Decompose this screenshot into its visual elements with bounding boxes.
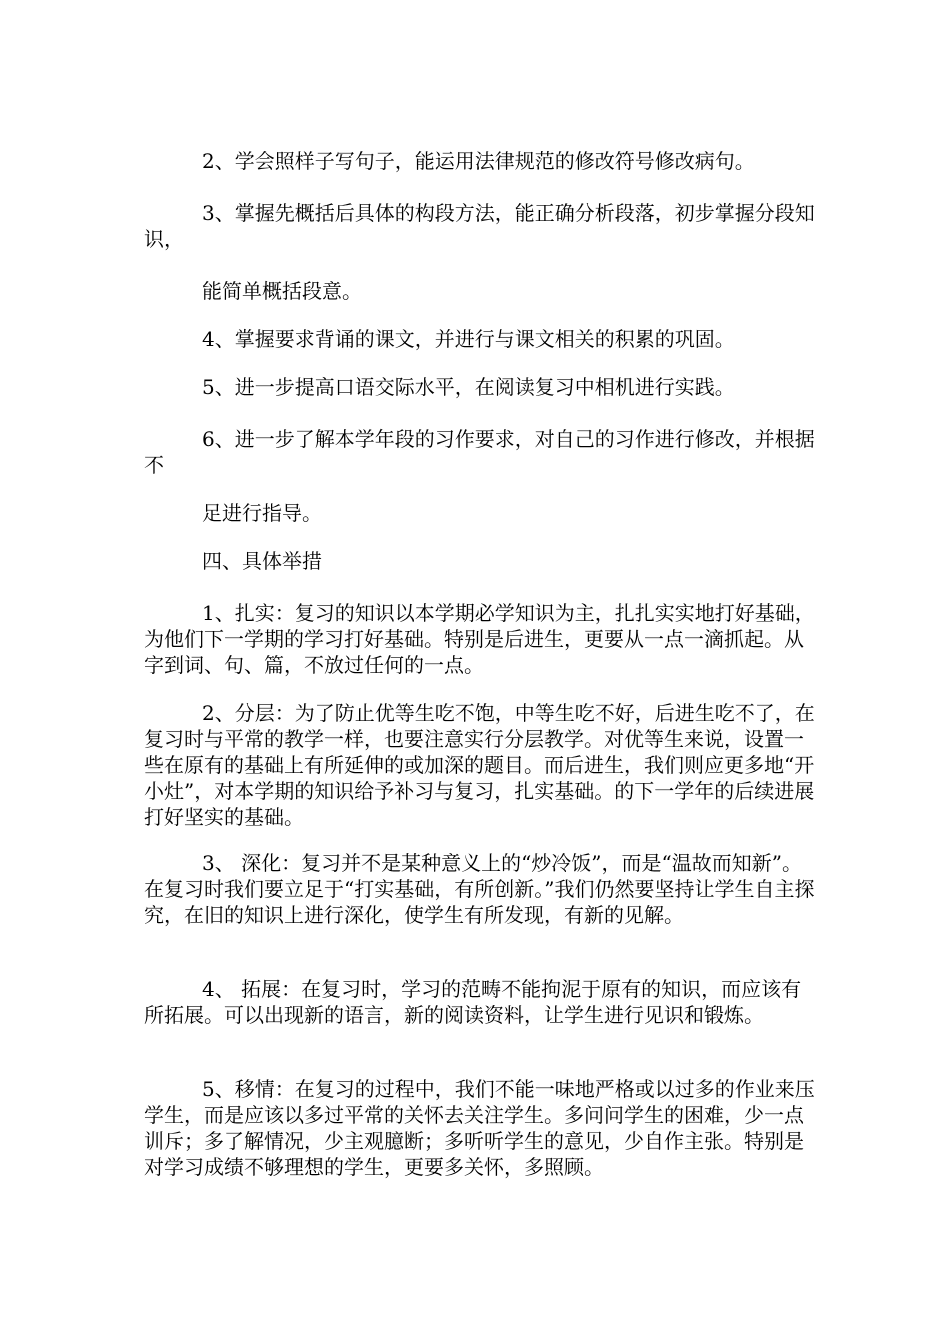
paragraph-goal-3: 3、掌握先概括后具体的构段方法，能正确分析段落，初步掌握分段知识，	[144, 201, 815, 251]
paragraph-goal-4: 4、掌握要求背诵的课文，并进行与课文相关的积累的巩固。	[202, 327, 735, 351]
paragraph-goal-3-continued: 能简单概括段意。	[202, 279, 362, 303]
section-heading-measures: 四、具体举措	[202, 549, 322, 573]
paragraph-goal-6-continued: 足进行指导。	[202, 501, 322, 525]
paragraph-measure-2: 2、分层：为了防止优等生吃不饱，中等生吃不好，后进生吃不了，在复习时与平常的教学一样，也要注意实行分层教学。对优等生来说，设置一些在原有的基础上有所延伸的或加深的题目。而后进生，我们则应更多地“开小灶”，对本学期的知识给予补习与复习，扎实基础。的下一学年的后续进展打好坚实的基础。	[144, 701, 815, 829]
paragraph-goal-2: 2、学会照样子写句子，能运用法律规范的修改符号修改病句。	[202, 149, 755, 173]
paragraph-measure-5: 5、移情：在复习的过程中，我们不能一味地严格或以过多的作业来压学生，而是应该以多过平常的关怀去关注学生。多问问学生的困难，少一点训斥；多了解情况，少主观臆断；多听听学生的意见，少自作主张。特别是对学习成绩不够理想的学生，更要多关怀，多照顾。	[144, 1077, 815, 1179]
paragraph-goal-5: 5、进一步提高口语交际水平，在阅读复习中相机进行实践。	[202, 375, 735, 399]
paragraph-measure-4: 4、 拓展：在复习时，学习的范畴不能拘泥于原有的知识，而应该有所拓展。可以出现新的语言，新的阅读资料，让学生进行见识和锻炼。	[144, 977, 802, 1027]
paragraph-measure-1: 1、扎实：复习的知识以本学期必学知识为主，扎扎实实地打好基础，为他们下一学期的学习打好基础。特别是后进生，更要从一点一滴抓起。从字到词、句、篇，不放过任何的一点。	[144, 601, 815, 677]
paragraph-measure-3: 3、 深化：复习并不是某种意义上的“炒冷饭”，而是“温故而知新”。在复习时我们要立足于“打实基础，有所创新。”我们仍然要坚持让学生自主探究，在旧的知识上进行深化，使学生有所发现，有新的见解。	[144, 851, 815, 927]
paragraph-goal-6: 6、进一步了解本学年段的习作要求，对自己的习作进行修改，并根据不	[144, 427, 815, 477]
